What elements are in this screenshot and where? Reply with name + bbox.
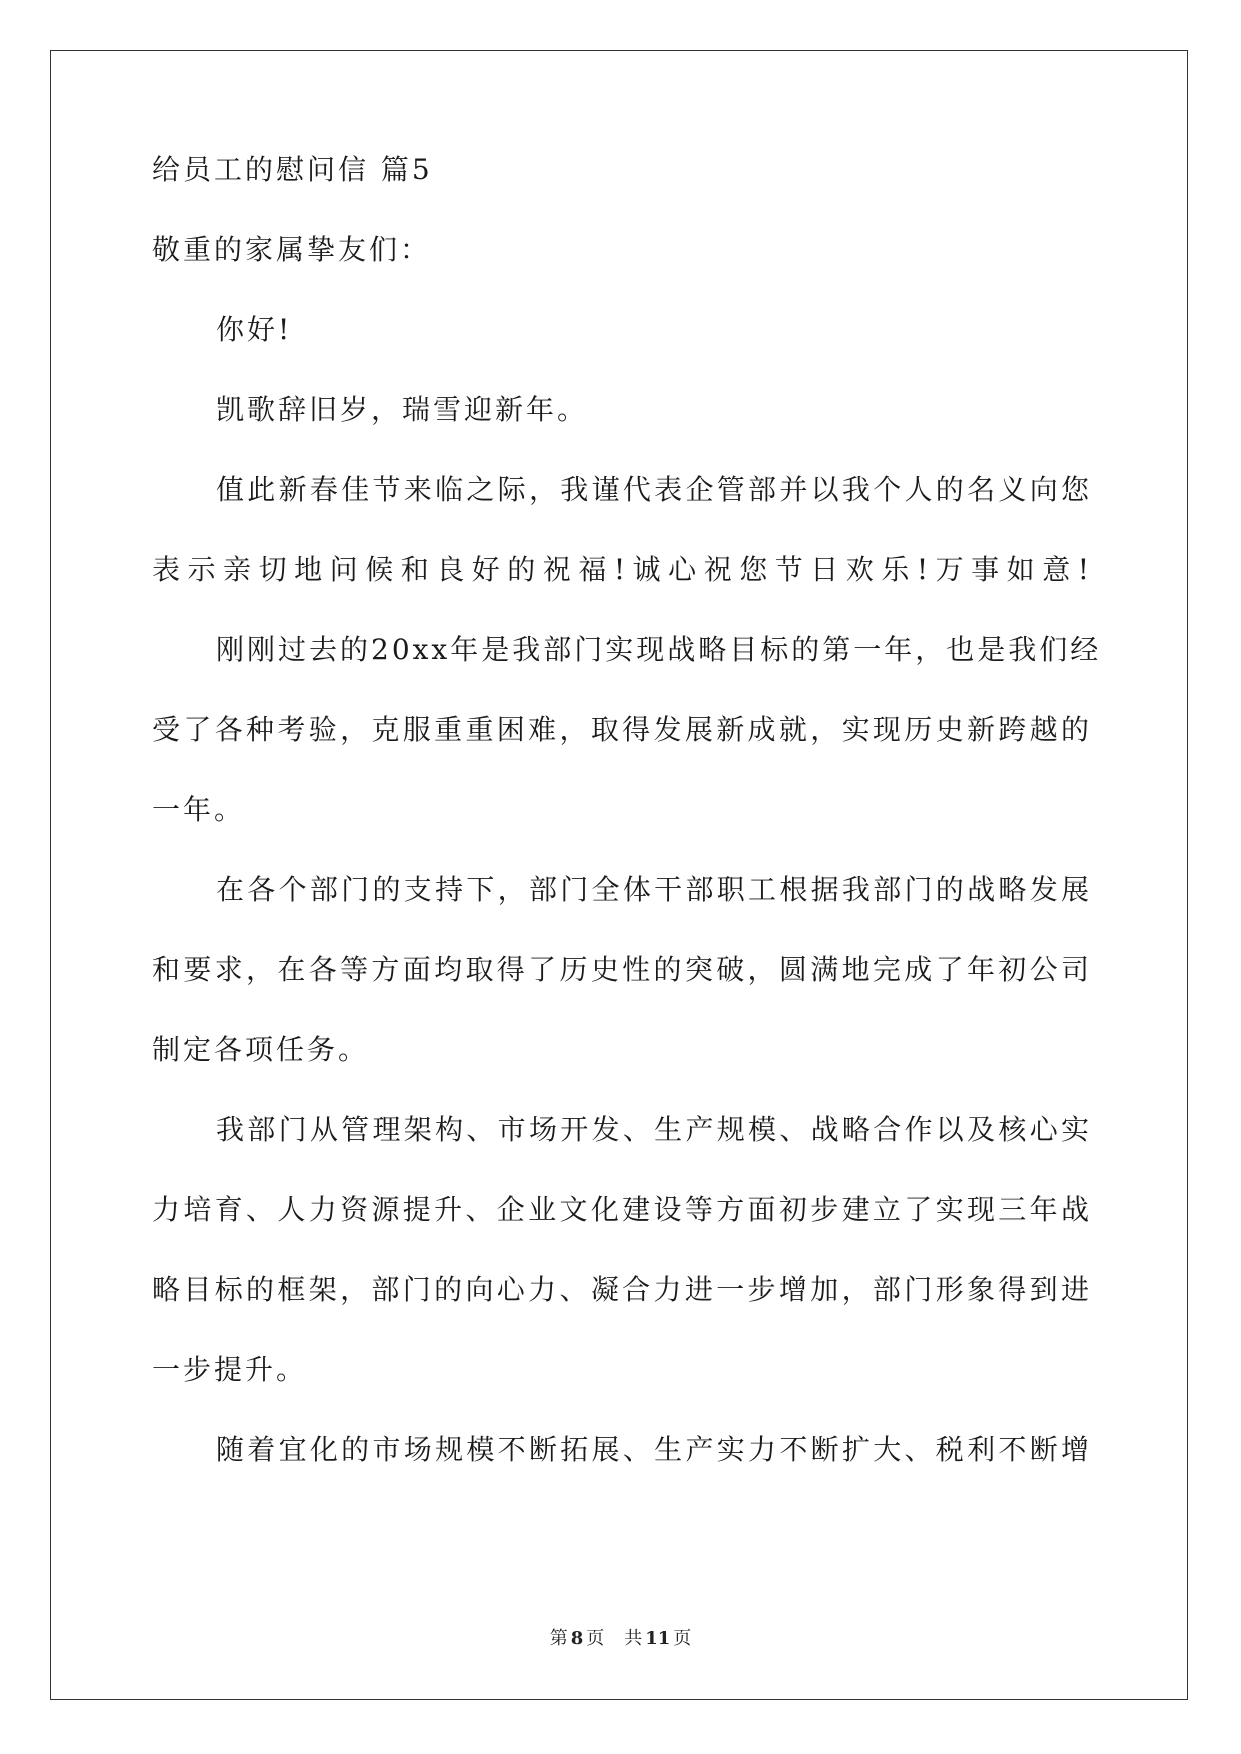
paragraph-line: 一步提升。 xyxy=(152,1353,308,1386)
greeting: 你好! xyxy=(216,313,293,346)
paragraph-line: 随着宜化的市场规模不断拓展、生产实力不断扩大、税利不断增 xyxy=(216,1433,1092,1466)
paragraph-line: 凯歌辞旧岁，瑞雪迎新年。 xyxy=(216,393,589,426)
total-unit: 页 xyxy=(673,1628,692,1649)
paragraph-line: 制定各项任务。 xyxy=(152,1033,370,1066)
page-footer xyxy=(0,1624,1241,1650)
salutation: 敬重的家属挚友们： xyxy=(152,233,432,266)
paragraph-line: 受了各种考验，克服重重困难，取得发展新成就，实现历史新跨越的 xyxy=(152,713,1092,746)
paragraph-line: 刚刚过去的20xx年是我部门实现战略目标的第一年，也是我们经 xyxy=(216,633,1102,666)
document-body xyxy=(152,150,1102,1510)
document-title: 给员工的慰问信 篇5 xyxy=(152,153,433,186)
page-unit: 页 xyxy=(586,1628,605,1649)
paragraph-line: 值此新春佳节来临之际，我谨代表企管部并以我个人的名义向您 xyxy=(216,473,1092,506)
page-current: 8 xyxy=(570,1628,584,1649)
paragraph-line: 和要求，在各等方面均取得了历史性的突破，圆满地完成了年初公司 xyxy=(152,953,1092,986)
paragraph-line: 在各个部门的支持下，部门全体干部职工根据我部门的战略发展 xyxy=(216,873,1092,906)
page-total: 11 xyxy=(645,1628,671,1649)
paragraph-line: 略目标的框架，部门的向心力、凝合力进一步增加，部门形象得到进 xyxy=(152,1273,1092,1306)
paragraph-line: 一年。 xyxy=(152,793,246,826)
paragraph-line: 我部门从管理架构、市场开发、生产规模、战略合作以及核心实 xyxy=(216,1113,1092,1146)
paragraph-line: 力培育、人力资源提升、企业文化建设等方面初步建立了实现三年战 xyxy=(152,1193,1092,1226)
paragraph-line: 表示亲切地问候和良好的祝福!诚心祝您节日欢乐!万事如意! xyxy=(152,553,1092,586)
total-prefix: 共 xyxy=(624,1628,643,1649)
page-prefix: 第 xyxy=(549,1628,568,1649)
